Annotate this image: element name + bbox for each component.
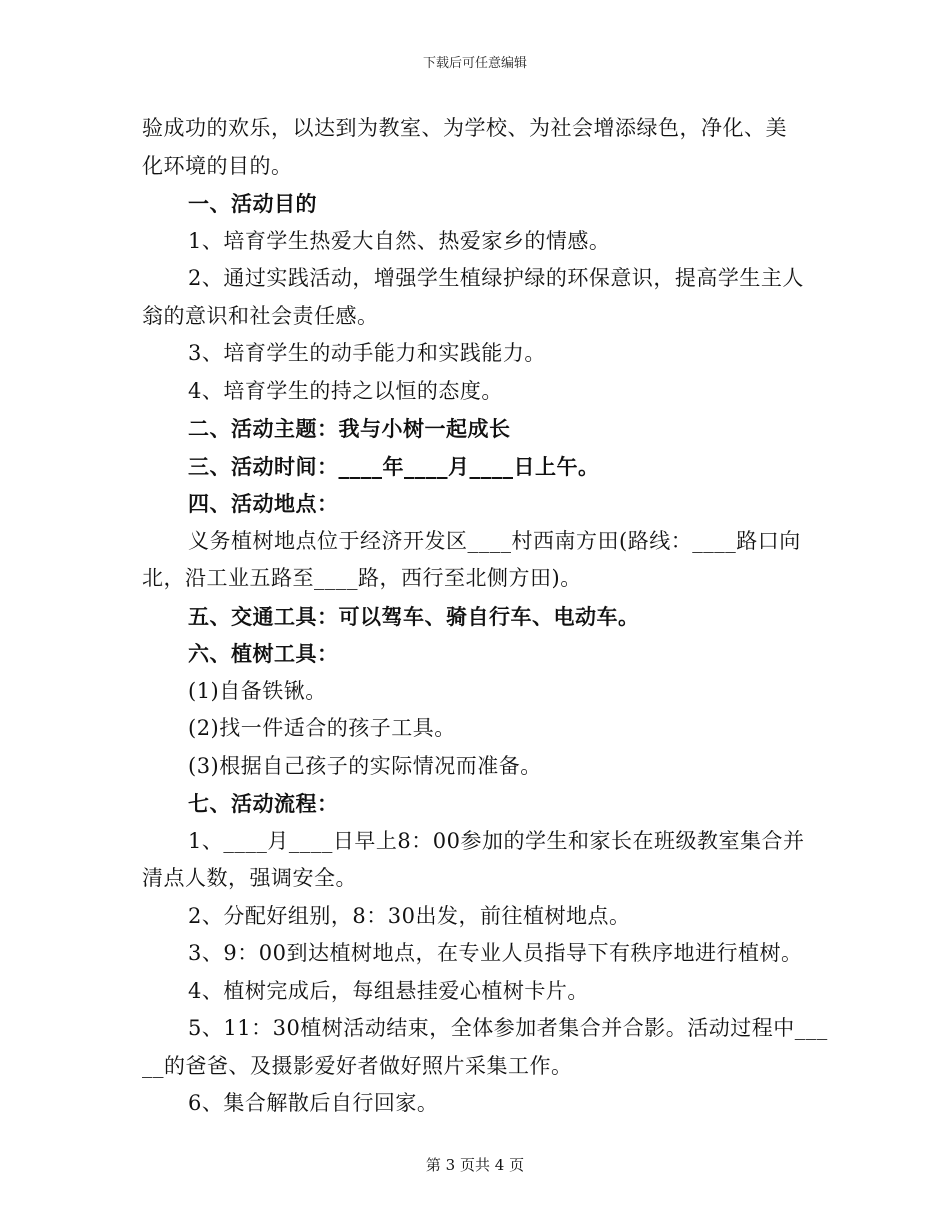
section-heading: 四、活动地点： xyxy=(188,491,339,516)
section-heading: 三、活动时间：____年____月____日上午。 xyxy=(188,453,600,479)
list-item: (3)根据自己孩子的实际情况而准备。 xyxy=(188,753,542,778)
section-heading: 六、植树工具： xyxy=(188,641,339,666)
section-heading: 五、交通工具：可以驾车、骑自行车、电动车。 xyxy=(188,603,640,629)
section-heading: 七、活动流程： xyxy=(188,791,339,816)
list-item: 1、培育学生热爱大自然、热爱家乡的情感。 xyxy=(188,228,611,253)
list-item: (2)找一件适合的孩子工具。 xyxy=(188,716,456,740)
list-item: 5、11：30植树活动结束，全体参加者集合并合影。活动过程中___ xyxy=(188,1016,828,1040)
list-item: 1、____月____日早上8：00参加的学生和家长在班级教室集合并 xyxy=(188,828,805,853)
list-item: 6、集合解散后自行回家。 xyxy=(188,1091,439,1115)
page-footer: 第 3 页共 4 页 xyxy=(425,1156,525,1174)
section-heading: 一、活动目的 xyxy=(188,191,317,216)
paragraph-line: __的爸爸、及摄影爱好者做好照片采集工作。 xyxy=(142,1053,573,1078)
list-item: 3、培育学生的动手能力和实践能力。 xyxy=(188,341,546,365)
paragraph-line: 化环境的目的。 xyxy=(142,153,293,178)
paragraph-line: 北，沿工业五路至____路，西行至北侧方田)。 xyxy=(142,566,582,590)
list-item: 2、通过实践活动，增强学生植绿护绿的环保意识，提高学生主人 xyxy=(188,266,804,290)
list-item: (1)自备铁锹。 xyxy=(188,678,327,703)
paragraph-line: 义务植树地点位于经济开发区____村西南方田(路线：____路口向 xyxy=(188,528,801,553)
list-item: 3、9：00到达植树地点，在专业人员指导下有秩序地进行植树。 xyxy=(188,941,803,965)
list-item: 4、植树完成后，每组悬挂爱心植树卡片。 xyxy=(188,978,589,1003)
paragraph-line: 翁的意识和社会责任感。 xyxy=(142,303,379,328)
list-item: 2、分配好组别，8：30出发，前往植树地点。 xyxy=(188,903,631,928)
section-heading: 二、活动主题：我与小树一起成长 xyxy=(188,416,511,441)
page-header: 下载后可任意编辑 xyxy=(422,56,527,71)
list-item: 4、培育学生的持之以恒的态度。 xyxy=(188,378,503,403)
document-body xyxy=(142,110,828,1123)
paragraph-line: 验成功的欢乐，以达到为教室、为学校、为社会增添绿色，净化、美 xyxy=(142,116,787,140)
paragraph-line: 清点人数，强调安全。 xyxy=(142,866,357,890)
